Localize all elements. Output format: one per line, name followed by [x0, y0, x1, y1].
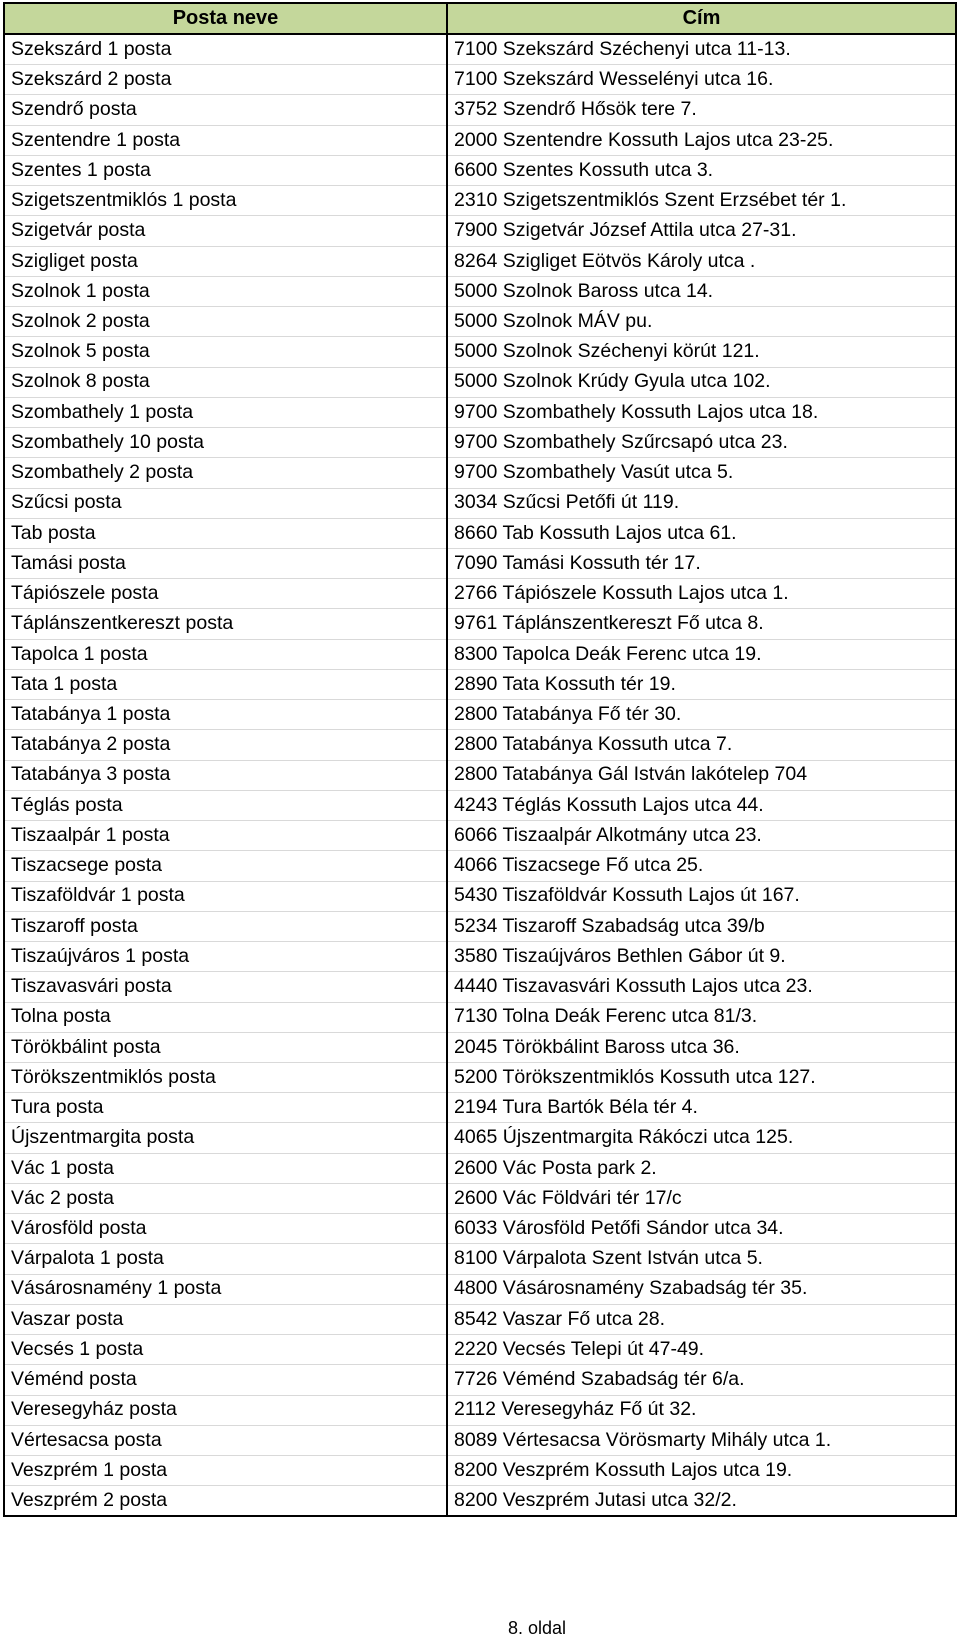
address-cell: 2890 Tata Kossuth tér 19.: [447, 669, 956, 699]
address-cell: 9700 Szombathely Szűrcsapó utca 23.: [447, 428, 956, 458]
post-name-cell: Tatabánya 3 posta: [4, 760, 447, 790]
table-row: [4, 911, 956, 941]
post-name-cell: Tiszacsege posta: [4, 851, 447, 881]
table-body: [4, 34, 956, 1516]
post-name-cell: Vaszar posta: [4, 1304, 447, 1334]
table-row: [4, 1304, 956, 1334]
address-cell: 5200 Törökszentmiklós Kossuth utca 127.: [447, 1062, 956, 1092]
address-cell: 3752 Szendrő Hősök tere 7.: [447, 95, 956, 125]
post-name-cell: Tiszaújváros 1 posta: [4, 942, 447, 972]
address-cell: 2800 Tatabánya Gál István lakótelep 704: [447, 760, 956, 790]
post-name-cell: Szentendre 1 posta: [4, 125, 447, 155]
table-row: [4, 1062, 956, 1092]
address-cell: 7726 Véménd Szabadság tér 6/a.: [447, 1365, 956, 1395]
table-row: [4, 1365, 956, 1395]
address-cell: 4243 Téglás Kossuth Lajos utca 44.: [447, 790, 956, 820]
table-row: [4, 1093, 956, 1123]
post-name-cell: Várpalota 1 posta: [4, 1244, 447, 1274]
post-name-cell: Veszprém 1 posta: [4, 1456, 447, 1486]
address-cell: 7100 Szekszárd Széchenyi utca 11-13.: [447, 34, 956, 65]
table-row: [4, 428, 956, 458]
address-cell: 3034 Szűcsi Petőfi út 119.: [447, 488, 956, 518]
table-row: [4, 397, 956, 427]
table-row: [4, 1002, 956, 1032]
post-name-cell: Téglás posta: [4, 790, 447, 820]
post-name-cell: Tamási posta: [4, 548, 447, 578]
table-row: [4, 942, 956, 972]
post-name-cell: Törökszentmiklós posta: [4, 1062, 447, 1092]
post-name-cell: Tiszavasvári posta: [4, 972, 447, 1002]
table-row: [4, 1183, 956, 1213]
table-row: [4, 1395, 956, 1425]
table-row: [4, 488, 956, 518]
table-row: [4, 307, 956, 337]
table-row: [4, 246, 956, 276]
address-cell: 2600 Vác Földvári tér 17/c: [447, 1183, 956, 1213]
address-cell: 6033 Városföld Petőfi Sándor utca 34.: [447, 1214, 956, 1244]
table-row: [4, 155, 956, 185]
address-cell: 8542 Vaszar Fő utca 28.: [447, 1304, 956, 1334]
table-row: [4, 276, 956, 306]
post-name-cell: Tura posta: [4, 1093, 447, 1123]
post-name-cell: Tatabánya 1 posta: [4, 700, 447, 730]
table-row: [4, 1153, 956, 1183]
post-name-cell: Szombathely 10 posta: [4, 428, 447, 458]
address-cell: 2220 Vecsés Telepi út 47-49.: [447, 1335, 956, 1365]
address-cell: 7090 Tamási Kossuth tér 17.: [447, 548, 956, 578]
post-name-cell: Tab posta: [4, 518, 447, 548]
address-cell: 2310 Szigetszentmiklós Szent Erzsébet tér 1.: [447, 186, 956, 216]
table-row: [4, 548, 956, 578]
address-cell: 8264 Szigliget Eötvös Károly utca .: [447, 246, 956, 276]
table-row: [4, 790, 956, 820]
post-name-cell: Vértesacsa posta: [4, 1425, 447, 1455]
post-name-cell: Szigetszentmiklós 1 posta: [4, 186, 447, 216]
post-name-cell: Szigetvár posta: [4, 216, 447, 246]
post-name-cell: Szekszárd 1 posta: [4, 34, 447, 65]
post-office-sheet: [3, 2, 955, 1517]
post-name-cell: Tiszaföldvár 1 posta: [4, 881, 447, 911]
post-name-cell: Szombathely 1 posta: [4, 397, 447, 427]
header-post-name: Posta neve: [4, 3, 447, 34]
header-address: Cím: [447, 3, 956, 34]
table-row: [4, 1214, 956, 1244]
address-cell: 5000 Szolnok Széchenyi körút 121.: [447, 337, 956, 367]
page-number: 8. oldal: [507, 1618, 567, 1638]
header-row: [4, 3, 956, 34]
address-cell: 2194 Tura Bartók Béla tér 4.: [447, 1093, 956, 1123]
table-row: [4, 216, 956, 246]
post-name-cell: Szolnok 8 posta: [4, 367, 447, 397]
post-name-cell: Szolnok 1 posta: [4, 276, 447, 306]
address-cell: 4065 Újszentmargita Rákóczi utca 125.: [447, 1123, 956, 1153]
address-cell: 8660 Tab Kossuth Lajos utca 61.: [447, 518, 956, 548]
address-cell: 4440 Tiszavasvári Kossuth Lajos utca 23.: [447, 972, 956, 1002]
address-cell: 9700 Szombathely Kossuth Lajos utca 18.: [447, 397, 956, 427]
address-cell: 2045 Törökbálint Baross utca 36.: [447, 1032, 956, 1062]
post-name-cell: Vác 2 posta: [4, 1183, 447, 1213]
address-cell: 3580 Tiszaújváros Bethlen Gábor út 9.: [447, 942, 956, 972]
table-row: [4, 669, 956, 699]
table-row: [4, 1244, 956, 1274]
post-name-cell: Tatabánya 2 posta: [4, 730, 447, 760]
table-row: [4, 609, 956, 639]
post-name-cell: Szentes 1 posta: [4, 155, 447, 185]
post-name-cell: Vác 1 posta: [4, 1153, 447, 1183]
table-row: [4, 458, 956, 488]
post-name-cell: Tápiószele posta: [4, 579, 447, 609]
address-cell: 9700 Szombathely Vasút utca 5.: [447, 458, 956, 488]
address-cell: 7130 Tolna Deák Ferenc utca 81/3.: [447, 1002, 956, 1032]
post-name-cell: Táplánszentkereszt posta: [4, 609, 447, 639]
post-name-cell: Vecsés 1 posta: [4, 1335, 447, 1365]
address-cell: 2000 Szentendre Kossuth Lajos utca 23-25.: [447, 125, 956, 155]
address-cell: 8089 Vértesacsa Vörösmarty Mihály utca 1.: [447, 1425, 956, 1455]
post-name-cell: Szolnok 2 posta: [4, 307, 447, 337]
post-office-table: [3, 2, 957, 1517]
address-cell: 4800 Vásárosnamény Szabadság tér 35.: [447, 1274, 956, 1304]
address-cell: 2800 Tatabánya Kossuth utca 7.: [447, 730, 956, 760]
post-name-cell: Törökbálint posta: [4, 1032, 447, 1062]
table-row: [4, 34, 956, 65]
table-row: [4, 1335, 956, 1365]
address-cell: 4066 Tiszacsege Fő utca 25.: [447, 851, 956, 881]
post-name-cell: Városföld posta: [4, 1214, 447, 1244]
post-name-cell: Veresegyház posta: [4, 1395, 447, 1425]
address-cell: 5000 Szolnok MÁV pu.: [447, 307, 956, 337]
table-row: [4, 760, 956, 790]
table-row: [4, 95, 956, 125]
address-cell: 8200 Veszprém Kossuth Lajos utca 19.: [447, 1456, 956, 1486]
table-row: [4, 579, 956, 609]
table-row: [4, 851, 956, 881]
table-row: [4, 337, 956, 367]
table-row: [4, 1123, 956, 1153]
post-name-cell: Szendrő posta: [4, 95, 447, 125]
post-name-cell: Újszentmargita posta: [4, 1123, 447, 1153]
address-cell: 6600 Szentes Kossuth utca 3.: [447, 155, 956, 185]
table-row: [4, 1425, 956, 1455]
address-cell: 5430 Tiszaföldvár Kossuth Lajos út 167.: [447, 881, 956, 911]
address-cell: 5234 Tiszaroff Szabadság utca 39/b: [447, 911, 956, 941]
address-cell: 2766 Tápiószele Kossuth Lajos utca 1.: [447, 579, 956, 609]
table-row: [4, 972, 956, 1002]
post-name-cell: Szűcsi posta: [4, 488, 447, 518]
address-cell: 2112 Veresegyház Fő út 32.: [447, 1395, 956, 1425]
table-row: [4, 639, 956, 669]
table-row: [4, 1486, 956, 1517]
address-cell: 6066 Tiszaalpár Alkotmány utca 23.: [447, 821, 956, 851]
table-row: [4, 700, 956, 730]
address-cell: 2800 Tatabánya Fő tér 30.: [447, 700, 956, 730]
post-name-cell: Veszprém 2 posta: [4, 1486, 447, 1517]
table-row: [4, 730, 956, 760]
table-row: [4, 881, 956, 911]
post-name-cell: Szekszárd 2 posta: [4, 65, 447, 95]
table-row: [4, 518, 956, 548]
table-row: [4, 1032, 956, 1062]
table-row: [4, 186, 956, 216]
address-cell: 8100 Várpalota Szent István utca 5.: [447, 1244, 956, 1274]
post-name-cell: Szolnok 5 posta: [4, 337, 447, 367]
address-cell: 8200 Veszprém Jutasi utca 32/2.: [447, 1486, 956, 1517]
post-name-cell: Szombathely 2 posta: [4, 458, 447, 488]
address-cell: 9761 Táplánszentkereszt Fő utca 8.: [447, 609, 956, 639]
address-cell: 5000 Szolnok Baross utca 14.: [447, 276, 956, 306]
post-name-cell: Vásárosnamény 1 posta: [4, 1274, 447, 1304]
post-name-cell: Tata 1 posta: [4, 669, 447, 699]
address-cell: 2600 Vác Posta park 2.: [447, 1153, 956, 1183]
table-row: [4, 65, 956, 95]
table-row: [4, 1274, 956, 1304]
post-name-cell: Véménd posta: [4, 1365, 447, 1395]
table-row: [4, 125, 956, 155]
address-cell: 7900 Szigetvár József Attila utca 27-31.: [447, 216, 956, 246]
post-name-cell: Tiszaalpár 1 posta: [4, 821, 447, 851]
post-name-cell: Tolna posta: [4, 1002, 447, 1032]
table-row: [4, 367, 956, 397]
table-row: [4, 821, 956, 851]
address-cell: 8300 Tapolca Deák Ferenc utca 19.: [447, 639, 956, 669]
post-name-cell: Szigliget posta: [4, 246, 447, 276]
post-name-cell: Tapolca 1 posta: [4, 639, 447, 669]
post-name-cell: Tiszaroff posta: [4, 911, 447, 941]
address-cell: 5000 Szolnok Krúdy Gyula utca 102.: [447, 367, 956, 397]
address-cell: 7100 Szekszárd Wesselényi utca 16.: [447, 65, 956, 95]
table-row: [4, 1456, 956, 1486]
